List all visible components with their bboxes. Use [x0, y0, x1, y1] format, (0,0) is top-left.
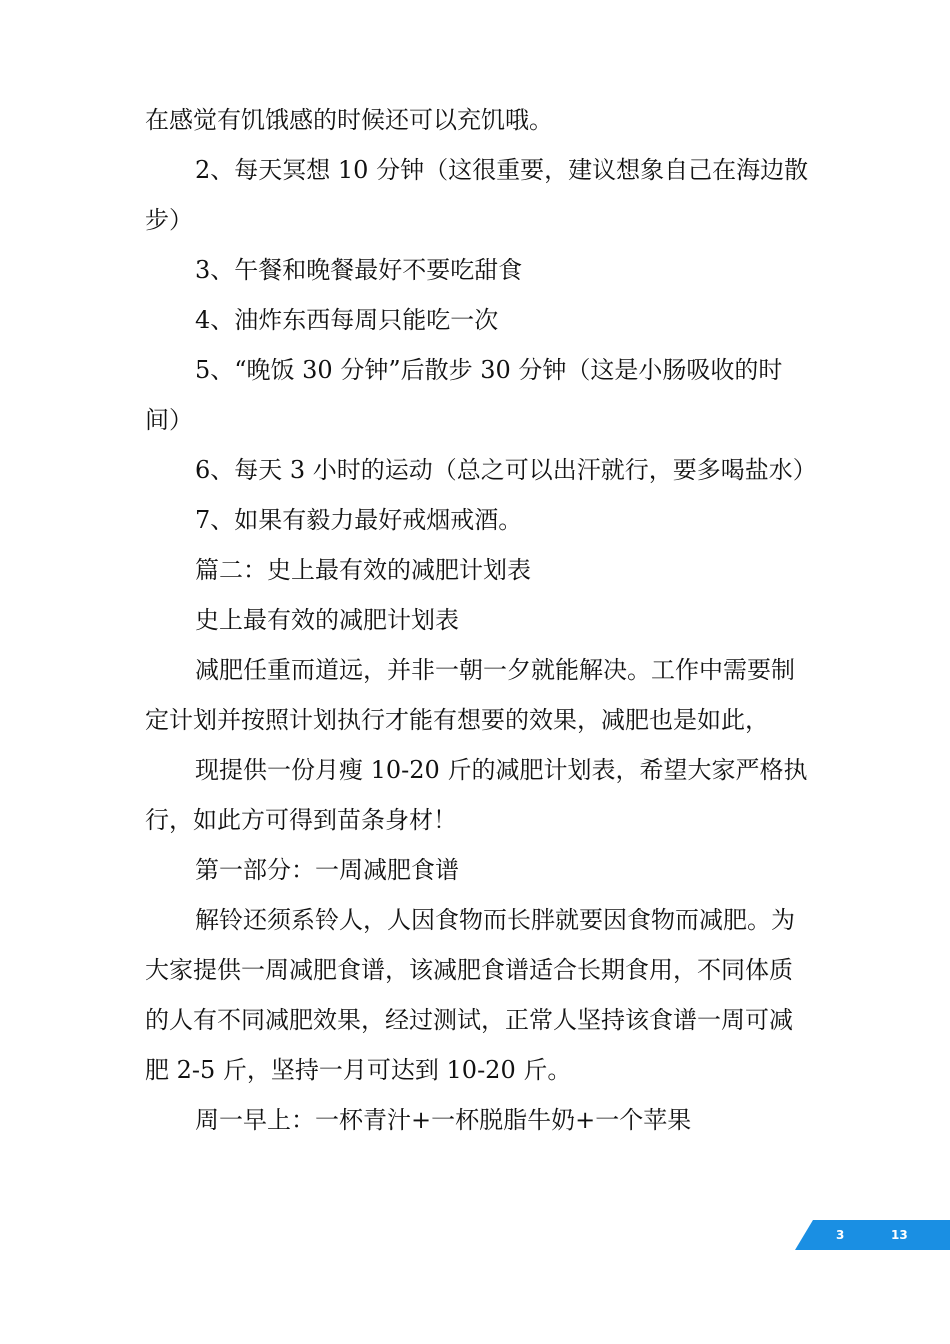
page-number-banner-shape — [795, 1220, 950, 1250]
paragraph: 3、午餐和晚餐最好不要吃甜食 — [195, 256, 523, 284]
current-page-number: 3 — [836, 1228, 845, 1242]
paragraph: 在感觉有饥饿感的时候还可以充饥哦。 — [145, 106, 553, 134]
paragraph: 减肥任重而道远，并非一朝一夕就能解决。工作中需要制定计划并按照计划执行才能有想要的效果，减肥也是如此， — [145, 656, 795, 734]
section-heading: 第一部分：一周减肥食谱 — [195, 856, 459, 884]
paragraph: 周一早上：一杯青汁+一杯脱脂牛奶+一个苹果 — [195, 1106, 692, 1134]
paragraph: 解铃还须系铃人，人因食物而长胖就要因食物而减肥。为大家提供一周减肥食谱，该减肥食谱适合长期食用，不同体质的人有不同减肥效果，经过测试，正常人坚持该食谱一周可减肥 2-5 斤，坚持一月可达到 10-20 斤。 — [145, 906, 795, 1084]
paragraph: 4、油炸东西每周只能吃一次 — [195, 306, 499, 334]
total-pages-number: 13 — [891, 1228, 908, 1242]
page-number-bar — [795, 1220, 950, 1250]
document-body — [145, 95, 817, 1145]
section-heading: 篇二：史上最有效的减肥计划表 — [195, 556, 531, 584]
paragraph: 2、每天冥想 10 分钟（这很重要，建议想象自己在海边散步） — [145, 156, 809, 234]
paragraph: 5、“晚饭 30 分钟”后散步 30 分钟（这是小肠吸收的时间） — [145, 356, 783, 434]
paragraph: 现提供一份月瘦 10-20 斤的减肥计划表，希望大家严格执行，如此方可得到苗条身材！ — [145, 756, 808, 834]
document-title: 史上最有效的减肥计划表 — [195, 606, 459, 634]
paragraph: 6、每天 3 小时的运动（总之可以出汗就行，要多喝盐水） — [195, 456, 817, 484]
paragraph: 7、如果有毅力最好戒烟戒酒。 — [195, 506, 523, 534]
